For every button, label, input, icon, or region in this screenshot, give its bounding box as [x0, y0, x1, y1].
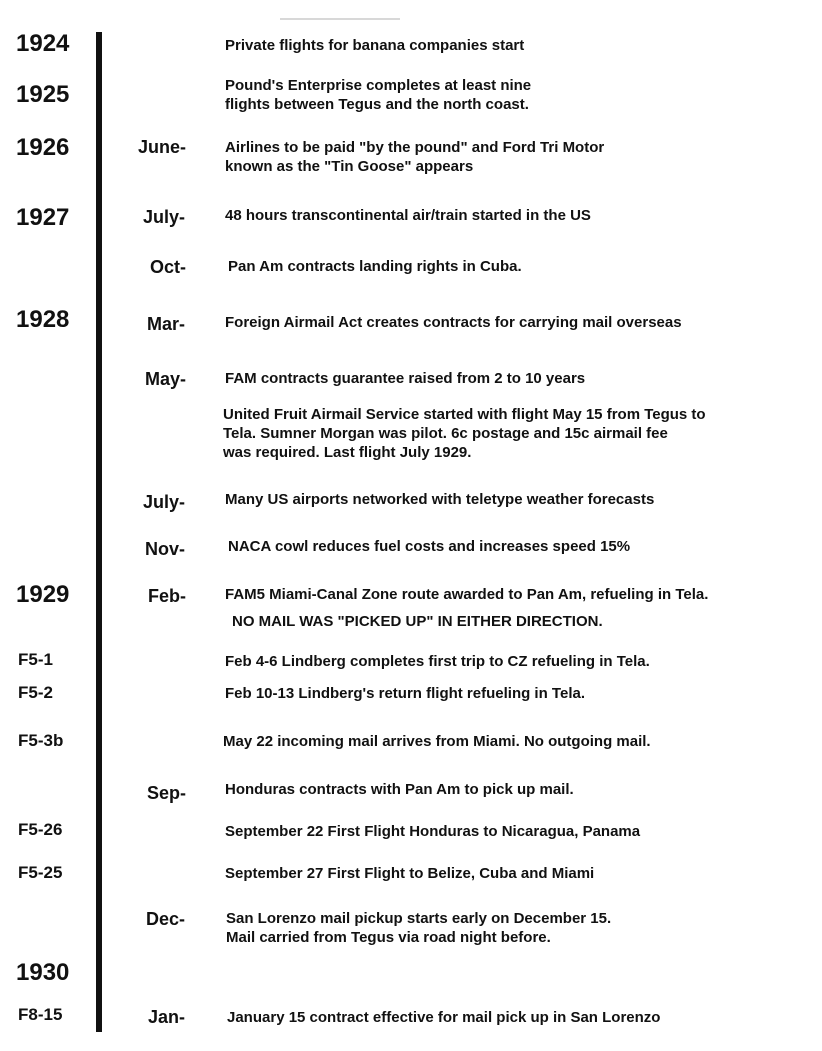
event-1929-no-mail: NO MAIL WAS "PICKED UP" IN EITHER DIRECTION.	[232, 613, 603, 630]
event-1928-july: Many US airports networked with teletype weather forecasts	[225, 491, 655, 508]
scan-smudge	[280, 18, 400, 20]
code-f5-26: F5-26	[18, 820, 63, 839]
month-june-1926: June-	[138, 137, 187, 157]
code-f5-2: F5-2	[18, 683, 53, 702]
event-f8-15: January 15 contract effective for mail pick up in San Lorenzo	[227, 1009, 661, 1026]
code-f5-25: F5-25	[18, 863, 63, 882]
year-1929: 1929	[16, 581, 70, 608]
year-1930: 1930	[16, 959, 70, 986]
code-f8-15: F8-15	[18, 1005, 63, 1024]
event-1924: Private flights for banana companies start	[225, 37, 525, 54]
event-f5-3b: May 22 incoming mail arrives from Miami. No outgoing mail.	[223, 733, 651, 750]
timeline-spine	[96, 32, 102, 1032]
event-1927-july: 48 hours transcontinental air/train started in the US	[225, 207, 591, 224]
event-1928-ufas: United Fruit Airmail Service started with flight May 15 from Tegus to Tela. Sumner Morgan was pilot. 6c postage and 15c airmail fee was required. Last flight July 1929.	[223, 406, 706, 461]
event-1929-feb: FAM5 Miami-Canal Zone route awarded to Pan Am, refueling in Tela.	[225, 586, 709, 603]
month-feb-1929: Feb-	[148, 586, 186, 606]
month-jan-1930: Jan-	[148, 1007, 186, 1027]
event-f5-2: Feb 10-13 Lindberg's return flight refueling in Tela.	[225, 685, 585, 702]
event-1929-dec: San Lorenzo mail pickup starts early on December 15. Mail carried from Tegus via road night before.	[226, 910, 612, 946]
event-1927-oct: Pan Am contracts landing rights in Cuba.	[228, 258, 522, 275]
code-f5-3b: F5-3b	[18, 731, 64, 750]
year-1927: 1927	[16, 204, 70, 231]
month-mar-1928: Mar-	[147, 314, 186, 334]
event-1925: Pound's Enterprise completes at least nine flights between Tegus and the north coast.	[225, 77, 532, 113]
month-july-1927: July-	[143, 207, 186, 227]
event-1926: Airlines to be paid "by the pound" and Ford Tri Motor known as the "Tin Goose" appears	[225, 139, 605, 175]
month-dec-1929: Dec-	[146, 909, 186, 929]
event-1928-nov: NACA cowl reduces fuel costs and increases speed 15%	[228, 538, 631, 555]
month-oct-1927: Oct-	[150, 257, 186, 277]
month-may-1928: May-	[145, 369, 187, 389]
year-1926: 1926	[16, 134, 70, 161]
event-1928-mar: Foreign Airmail Act creates contracts for carrying mail overseas	[225, 314, 682, 331]
month-july-1928: July-	[143, 492, 186, 512]
event-1929-sep: Honduras contracts with Pan Am to pick up mail.	[225, 781, 574, 798]
month-sep-1929: Sep-	[147, 783, 187, 803]
year-1928: 1928	[16, 306, 70, 333]
event-f5-1: Feb 4-6 Lindberg completes first trip to CZ refueling in Tela.	[225, 653, 650, 670]
event-f5-25: September 27 First Flight to Belize, Cuba and Miami	[225, 865, 595, 882]
event-f5-26: September 22 First Flight Honduras to Nicaragua, Panama	[225, 823, 641, 840]
code-f5-1: F5-1	[18, 650, 53, 669]
year-1924: 1924	[16, 30, 70, 57]
event-1928-may: FAM contracts guarantee raised from 2 to 10 years	[225, 370, 586, 387]
year-1925: 1925	[16, 81, 70, 108]
month-nov-1928: Nov-	[145, 539, 185, 559]
